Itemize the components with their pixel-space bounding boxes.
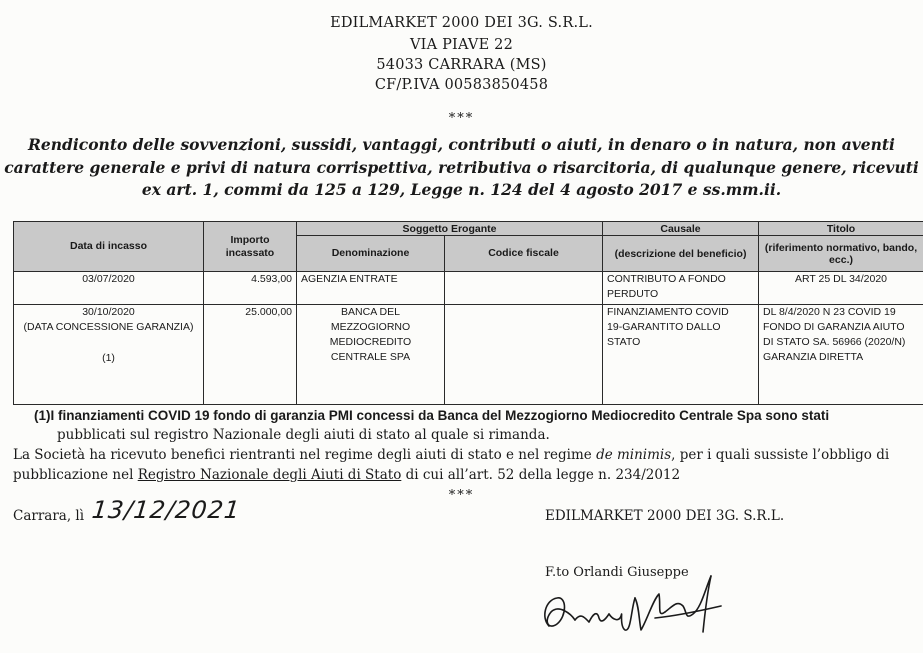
row1-provider: AGENZIA ENTRATE xyxy=(297,272,445,305)
table-row xyxy=(14,305,923,405)
place-label: Carrara, lì xyxy=(13,508,85,524)
row1-cause: CONTRIBUTO A FONDO PERDUTO xyxy=(603,272,759,305)
company-vat: CF/P.IVA 00583850458 xyxy=(374,77,549,93)
header-provider-name: Denominazione xyxy=(297,236,445,272)
header-cause-sub: (descrizione del beneficio) xyxy=(603,236,759,272)
company-address: VIA PIAVE 22 xyxy=(409,37,514,53)
signature-scribble xyxy=(535,560,735,650)
title-line-3: ex art. 1, commi da 125 a 129, Legge n. 124 del 4 agosto 2017 e ss.mm.ii. xyxy=(141,180,782,199)
row1-date: 03/07/2020 xyxy=(14,272,204,305)
row2-cause: FINANZIAMENTO COVID 19-GARANTITO DALLO STATO xyxy=(603,305,759,405)
row1-tax-code xyxy=(445,272,603,305)
grants-table xyxy=(13,221,923,405)
company-name: EDILMARKET 2000 DEI 3G. S.R.L. xyxy=(330,15,593,31)
row2-amount: 25.000,00 xyxy=(204,305,297,405)
row2-date: 30/10/2020 xyxy=(82,306,135,318)
signature-company: EDILMARKET 2000 DEI 3G. S.R.L. xyxy=(545,508,785,524)
footnote-line-2: pubblicati sul registro Nazionale degli aiuti di stato al quale si rimanda. xyxy=(57,427,550,443)
row2-date-ref: (1) xyxy=(102,352,115,364)
title-line-1: Rendiconto delle sovvenzioni, sussidi, vantaggi, contributi o aiuti, in denaro o in natura, non aventi xyxy=(28,135,895,154)
handwritten-date: 13/12/2021 xyxy=(90,496,242,524)
header-provider-group: Soggetto Erogante xyxy=(297,222,603,236)
registry-link: Registro Nazionale degli Aiuti di Stato xyxy=(137,467,402,483)
row2-date-note: (DATA CONCESSIONE GARANZIA) xyxy=(23,321,194,333)
title-line-2: carattere generale e privi di natura corrispettiva, retributiva o risarcitoria, di qualunque genere, ricevuti xyxy=(4,158,919,177)
row2-provider: BANCA DEL MEZZOGIORNO MEDIOCREDITO CENTRALE SPA xyxy=(297,305,445,405)
company-city: 54033 CARRARA (MS) xyxy=(376,57,547,73)
header-tax-code: Codice fiscale xyxy=(445,236,603,272)
separator: *** xyxy=(448,111,475,126)
signer-name: F.to Orlandi Giuseppe xyxy=(545,565,689,580)
header-titolo: Titolo xyxy=(759,222,923,236)
row2-titolo: DL 8/4/2020 N 23 COVID 19 FONDO DI GARANZIA AIUTO DI STATO SA. 56966 (2020/N) GARANZIA DIRETTA xyxy=(759,305,923,405)
row2-tax-code xyxy=(445,305,603,405)
row2-date-cell xyxy=(14,305,204,405)
statement-line-1: La Società ha ricevuto benefici rientranti nel regime degli aiuti di stato e nel regime de minimis, per i quali sussiste l’obbligo di xyxy=(13,447,890,463)
separator-2: *** xyxy=(448,488,475,503)
row1-amount: 4.593,00 xyxy=(204,272,297,305)
header-cause: Causale xyxy=(603,222,759,236)
table-row xyxy=(14,272,923,305)
footnote-line-1: (1)I finanziamenti COVID 19 fondo di garanzia PMI concessi da Banca del Mezzogiorno Mediocredito Centrale Spa sono stati xyxy=(34,408,830,423)
header-amount: Importo incassato xyxy=(204,222,297,272)
header-titolo-sub: (riferimento normativo, bando, ecc.) xyxy=(759,236,923,272)
statement-line-2: pubblicazione nel Registro Nazionale degli Aiuti di Stato di cui all’art. 52 della legge n. 234/2012 xyxy=(13,467,681,483)
row1-titolo: ART 25 DL 34/2020 xyxy=(759,272,923,305)
header-date: Data di incasso xyxy=(14,222,204,272)
